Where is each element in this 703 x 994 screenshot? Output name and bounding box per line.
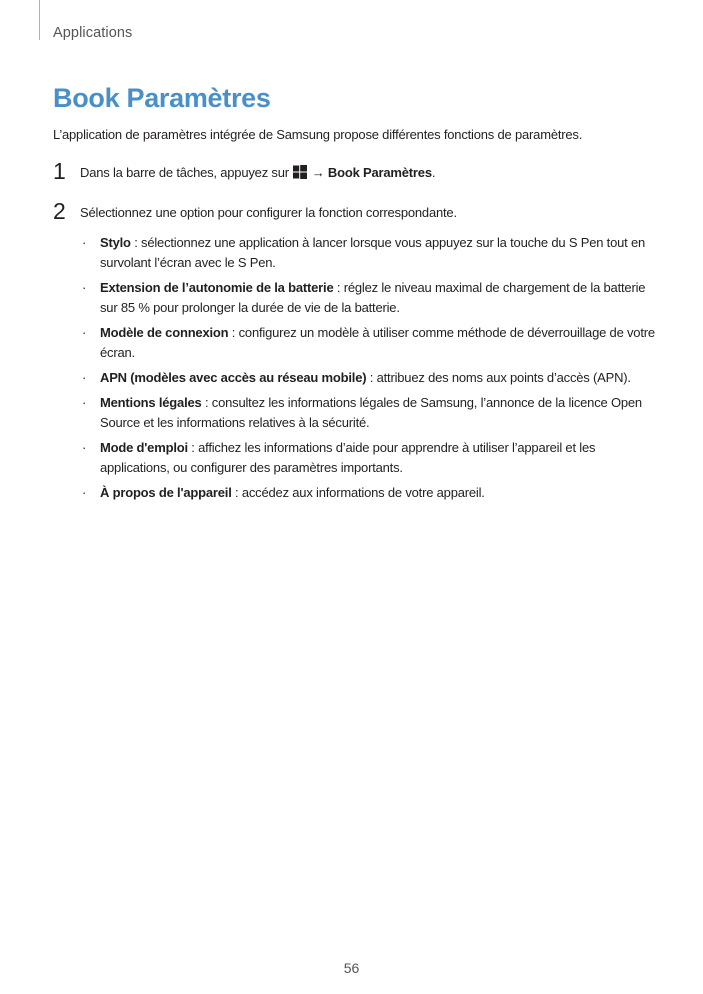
- step-text: Sélectionnez une option pour configurer la fonction correspondante.: [80, 205, 457, 220]
- step-text-before: Dans la barre de tâches, appuyez sur: [80, 165, 293, 180]
- option-term: Mode d'emploi: [100, 440, 188, 455]
- list-item: [80, 368, 655, 388]
- book-parametres-label: Book Paramètres: [327, 165, 432, 180]
- bullet-icon: ·: [82, 370, 87, 385]
- intro-paragraph: L’application de paramètres intégrée de Samsung propose différentes fonctions de paramètres.: [53, 127, 583, 142]
- list-item: [80, 323, 655, 363]
- list-item: [80, 233, 655, 273]
- option-description: : affichez les informations d’aide pour apprendre à utiliser l’appareil et les applications, ou configurer des paramètres importants.: [100, 440, 596, 475]
- step-text: [80, 164, 673, 182]
- option-term: APN (modèles avec accès au réseau mobile): [100, 370, 367, 385]
- list-item: [80, 438, 655, 478]
- option-description: : sélectionnez une application à lancer lorsque vous appuyez sur la touche du S Pen tout en survolant l’écran avec le S Pen.: [100, 235, 646, 270]
- bullet-icon: ·: [82, 485, 87, 500]
- page-title: Book Paramètres: [53, 83, 271, 113]
- step-number: 2: [53, 198, 66, 224]
- bullet-icon: ·: [82, 280, 87, 295]
- running-header: Applications: [53, 25, 133, 41]
- option-term: Stylo: [100, 235, 131, 250]
- list-item: [80, 393, 655, 433]
- list-item: [80, 483, 655, 503]
- option-term: Extension de l’autonomie de la batterie: [100, 280, 334, 295]
- step-text-after: .: [431, 165, 436, 180]
- bullet-icon: ·: [82, 440, 87, 455]
- step-number: 1: [53, 158, 66, 184]
- option-description: : configurez un modèle à utiliser comme méthode de déverrouillage de votre écran.: [100, 325, 655, 360]
- option-description: : accédez aux informations de votre appareil.: [231, 485, 485, 500]
- list-item: [80, 278, 655, 318]
- options-list: [80, 233, 655, 508]
- bullet-icon: ·: [82, 395, 87, 410]
- header-divider: [39, 0, 40, 40]
- page-number: 56: [343, 960, 360, 976]
- option-description: : réglez le niveau maximal de chargement de la batterie sur 85 % pour prolonger la durée de vie de la batterie.: [100, 280, 646, 315]
- bullet-icon: ·: [82, 235, 87, 250]
- option-term: Mentions légales: [100, 395, 202, 410]
- arrow-symbol: →: [308, 165, 328, 180]
- option-description: : consultez les informations légales de Samsung, l’annonce de la licence Open Source et les informations relatives à la sécurité.: [100, 395, 642, 430]
- option-term: À propos de l'appareil: [100, 485, 232, 500]
- option-description: : attribuez des noms aux points d’accès (APN).: [366, 370, 631, 385]
- bullet-icon: ·: [82, 325, 87, 340]
- option-term: Modèle de connexion: [100, 325, 229, 340]
- windows-start-icon: [293, 165, 307, 179]
